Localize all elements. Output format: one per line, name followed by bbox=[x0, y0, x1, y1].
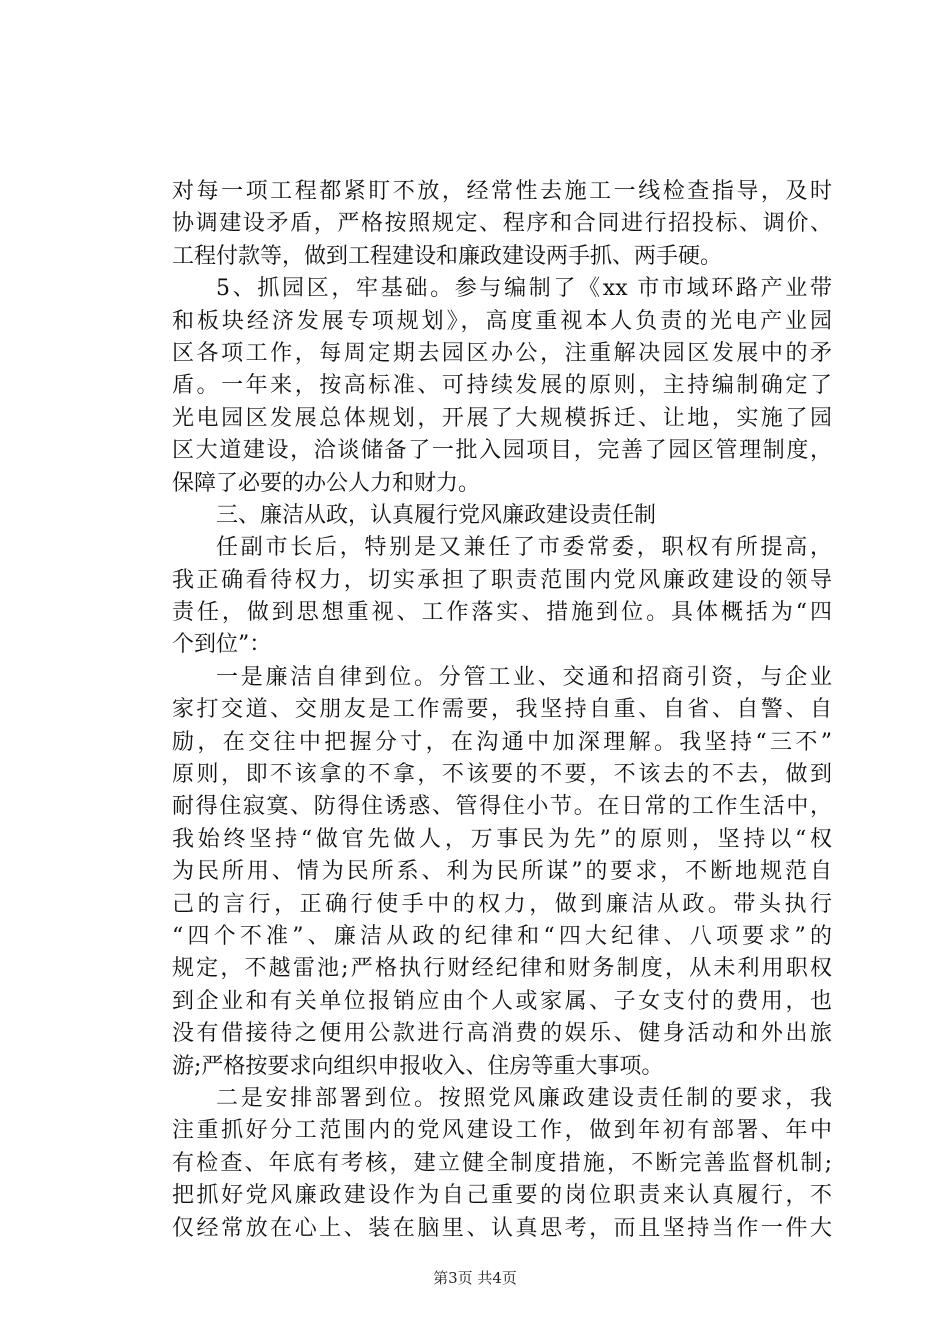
text-line: 家打交道、交朋友是工作需要，我坚持自重、自省、自警、自 bbox=[172, 697, 832, 723]
text-line: 对每一项工程都紧盯不放，经常性去施工一线检查指导，及时 bbox=[172, 179, 832, 204]
page-number: 第3页 共4页 bbox=[433, 1269, 517, 1287]
text-line: 光电园区发展总体规划，开展了大规模拆迁、让地，实施了园 bbox=[172, 405, 832, 431]
text-line: 和板块经济发展专项规划》，高度重视本人负责的光电产业园 bbox=[172, 308, 832, 334]
text-line: 工程付款等，做到工程建设和廉政建设两手抓、两手硬。 bbox=[172, 243, 723, 269]
text-line: 区大道建设，洽谈储备了一批入园项目，完善了园区管理制度， bbox=[172, 438, 832, 464]
text-line: 二是安排部署到位。按照党风廉政建设责任制的要求，我 bbox=[216, 1085, 832, 1111]
text-line: 协调建设矛盾，严格按照规定、程序和合同进行招投标、调价、 bbox=[172, 211, 832, 237]
text-line: 我正确看待权力，切实承担了职责范围内党风廉政建设的领导 bbox=[172, 567, 832, 593]
text-line: 区各项工作，每周定期去园区办公，注重解决园区发展中的矛 bbox=[172, 340, 832, 366]
text-line: 原则，即不该拿的不拿，不该要的不要，不该去的不去，做到 bbox=[172, 762, 832, 788]
text-line: 有检查、年底有考核，建立健全制度措施，不断完善监督机制; bbox=[172, 1150, 832, 1176]
text-line: 耐得住寂寞、防得住诱惑、管得住小节。在日常的工作生活中， bbox=[172, 794, 832, 820]
text-line: 到企业和有关单位报销应由个人或家属、子女支付的费用，也 bbox=[172, 988, 832, 1014]
text-line: 仅经常放在心上、装在脑里、认真思考，而且坚持当作一件大 bbox=[172, 1215, 832, 1241]
text-line: 己的言行，正确行使手中的权力，做到廉洁从政。带头执行 bbox=[172, 891, 832, 917]
text-line: 注重抓好分工范围内的党风建设工作，做到年初有部署、年中 bbox=[172, 1118, 832, 1144]
text-line: 没有借接待之便用公款进行高消费的娱乐、健身活动和外出旅 bbox=[172, 1021, 832, 1047]
text-line: 保障了必要的办公人力和财力。 bbox=[172, 470, 481, 496]
text-line: 责任，做到思想重视、工作落实、措施到位。具体概括为“四 bbox=[172, 600, 832, 626]
text-line: 我始终坚持“做官先做人，万事民为先”的原则，坚持以“权 bbox=[172, 826, 832, 852]
text-line: 盾。一年来，按高标准、可持续发展的原则，主持编制确定了 bbox=[172, 373, 832, 399]
section-heading: 三、廉洁从政，认真履行党风廉政建设责任制 bbox=[216, 502, 657, 528]
text-line: “四个不准”、廉洁从政的纪律和“四大纪律、八项要求”的 bbox=[172, 923, 832, 949]
text-line: 为民所用、情为民所系、利为民所谋”的要求，不断地规范自 bbox=[172, 859, 832, 885]
text-line: 一是廉洁自律到位。分管工业、交通和招商引资，与企业 bbox=[216, 664, 832, 690]
text-line: 任副市长后，特别是又兼任了市委常委，职权有所提高， bbox=[216, 535, 832, 561]
document-body bbox=[172, 176, 832, 1245]
text-line: 把抓好党风廉政建设作为自己重要的岗位职责来认真履行，不 bbox=[172, 1183, 832, 1209]
text-line: 励，在交往中把握分寸，在沟通中加深理解。我坚持“三不” bbox=[172, 729, 832, 755]
text-line: 游;严格按要求向组织申报收入、住房等重大事项。 bbox=[172, 1053, 664, 1079]
text-line: 个到位”： bbox=[172, 632, 272, 658]
text-line: 规定，不越雷池;严格执行财经纪律和财务制度，从未利用职权 bbox=[172, 956, 832, 982]
text-line: 5、抓园区，牢基础。参与编制了《xx 市市域环路产业带 bbox=[216, 276, 832, 302]
